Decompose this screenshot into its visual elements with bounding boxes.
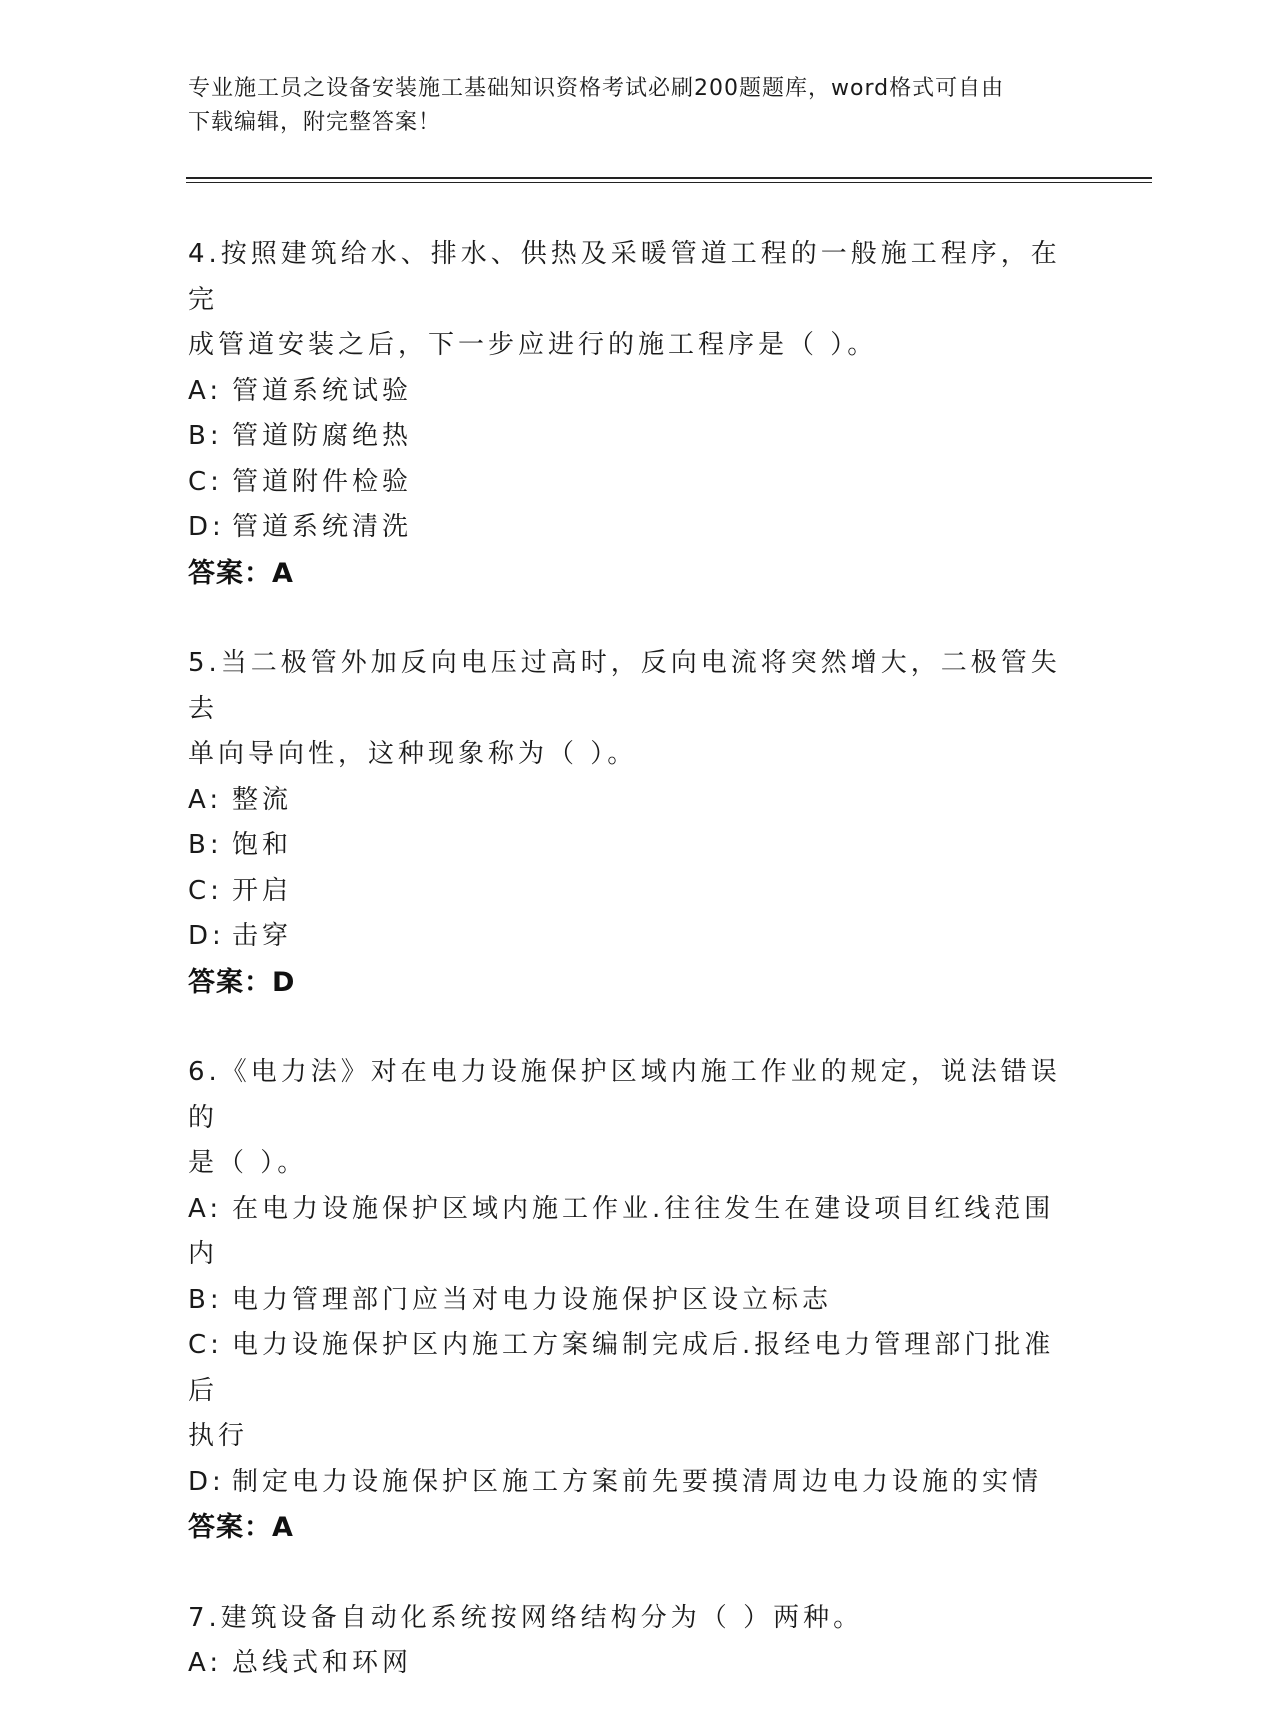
option-key: A: (188, 375, 223, 406)
header-line-1: 专业施工员之设备安装施工基础知识资格考试必刷200题题库，word格式可自由 (188, 76, 1005, 101)
question-stem-line: 5.当二极管外加反向电压过高时，反向电流将突然增大，二极管失去 (188, 648, 1061, 724)
option-c-continuation: 执行 (188, 1421, 249, 1451)
option-a (188, 1187, 1068, 1278)
option-key: C: (188, 466, 223, 497)
option-text: 在电力设施保护区域内施工作业.往往发生在建设项目红线范围内 (188, 1193, 1055, 1269)
option-key: B: (188, 421, 223, 451)
answer-label: 答案：A (188, 557, 294, 589)
option-text: 饱和 (232, 830, 293, 860)
option-key: B: (188, 830, 223, 860)
option-c (188, 460, 1068, 506)
option-key: D: (188, 921, 225, 951)
option-text: 管道系统清洗 (232, 512, 413, 542)
option-key: D: (188, 512, 225, 542)
option-c (188, 869, 1068, 915)
question-stem-line: 是（ ）。 (188, 1148, 308, 1178)
option-text: 整流 (232, 784, 293, 815)
question-block (188, 1050, 1068, 1551)
header-line-2: 下载编辑，附完整答案！ (188, 110, 442, 135)
option-d (188, 914, 1068, 960)
question-stem-line: 单向导向性，这种现象称为（ ）。 (188, 739, 638, 769)
option-b (188, 414, 1068, 460)
answer-label: 答案：A (188, 1512, 294, 1543)
question-list (188, 232, 1068, 1732)
question-stem-line: 4.按照建筑给水、排水、供热及采暖管道工程的一般施工程序，在完 (188, 239, 1061, 315)
option-text: 开启 (232, 875, 293, 906)
option-key: C: (188, 1330, 223, 1360)
option-text: 管道防腐绝热 (232, 421, 413, 451)
question-stem-line: 6.《电力法》对在电力设施保护区域内施工作业的规定，说法错误的 (188, 1057, 1061, 1133)
option-text: 管道系统试验 (232, 375, 413, 406)
header-divider-thin (186, 182, 1152, 183)
option-text: 总线式和环网 (232, 1648, 413, 1678)
option-b (188, 1278, 1068, 1324)
option-text: 电力管理部门应当对电力设施保护区设立标志 (232, 1284, 833, 1315)
option-key: C: (188, 875, 223, 906)
answer-label: 答案：D (188, 966, 296, 998)
option-b (188, 823, 1068, 869)
option-a (188, 1641, 1068, 1687)
option-text: 制定电力设施保护区施工方案前先要摸清周边电力设施的实情 (232, 1466, 1043, 1497)
option-key: A: (188, 784, 223, 815)
question-stem-line: 7.建筑设备自动化系统按网络结构分为（ ）两种。 (188, 1602, 864, 1633)
option-key: B: (188, 1284, 223, 1315)
document-header (188, 72, 1088, 140)
question-block (188, 232, 1068, 596)
option-text: 管道附件检验 (232, 466, 413, 497)
option-a (188, 778, 1068, 824)
option-text: 击穿 (232, 921, 293, 951)
option-key: A: (188, 1193, 223, 1224)
question-block (188, 1596, 1068, 1687)
option-d (188, 1460, 1068, 1506)
option-d (188, 505, 1068, 551)
option-a (188, 369, 1068, 415)
option-text: 电力设施保护区内施工方案编制完成后.报经电力管理部门批准后 (188, 1330, 1055, 1406)
question-stem-line: 成管道安装之后，下一步应进行的施工程序是（ ）。 (188, 330, 878, 360)
question-block (188, 641, 1068, 1005)
option-c (188, 1323, 1068, 1414)
option-key: A: (188, 1648, 223, 1678)
header-divider-thick (186, 177, 1152, 179)
option-key: D: (188, 1466, 225, 1497)
